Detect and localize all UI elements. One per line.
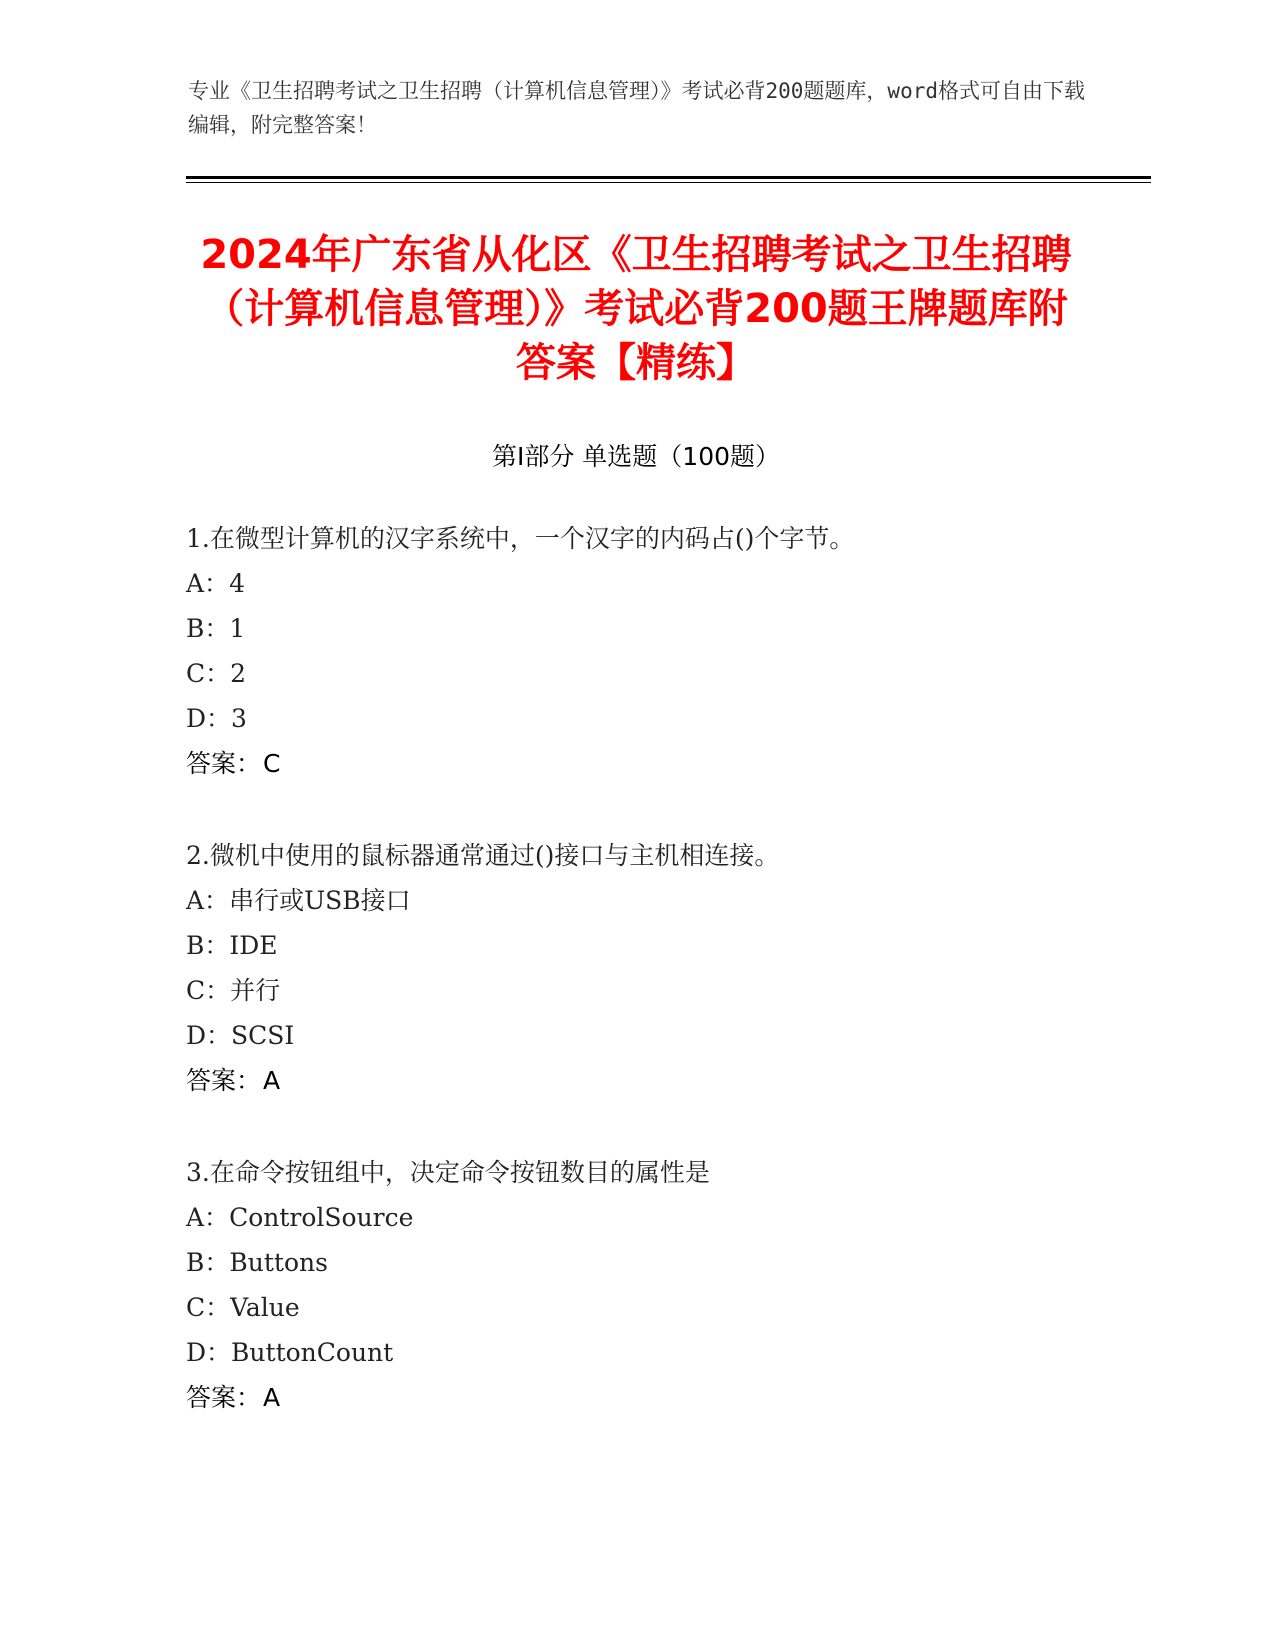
question-stem: 2.微机中使用的鼠标器通常通过()接口与主机相连接。 [186,841,780,870]
option-b [186,606,1136,651]
answer-label: 答案： [186,749,262,778]
option-label: C： [186,659,231,688]
header-rule-thin [186,182,1151,183]
question-3 [186,1150,1136,1420]
option-label: D： [186,1021,232,1050]
option-text: IDE [229,931,278,960]
header-rule-thick [186,176,1151,179]
option-text: 串行或USB接口 [229,886,411,915]
header-note: 专业《卫生招聘考试之卫生招聘（计算机信息管理）》考试必背200题题库，word格式可自由下载编辑，附完整答案！ [188,79,1085,137]
option-text: SCSI [231,1021,295,1050]
option-text: 3 [231,704,247,733]
question-2 [186,833,1136,1103]
option-label: C： [186,1293,231,1322]
option-d [186,1013,1136,1058]
option-text: 2 [230,659,247,688]
option-text: 1 [229,614,246,643]
answer-value: C [263,749,281,778]
option-b [186,923,1136,968]
option-label: B： [186,1248,230,1277]
option-d [186,1330,1136,1375]
option-text: 4 [229,569,245,598]
option-label: C： [186,976,231,1005]
option-c [186,651,1136,696]
option-text: ButtonCount [231,1338,394,1367]
option-a [186,561,1136,606]
option-label: A： [186,569,230,598]
answer-label: 答案： [186,1383,262,1412]
answer-line [186,741,1136,786]
option-label: B： [186,614,230,643]
option-d [186,696,1136,741]
option-label: A： [186,1203,230,1232]
answer-line [186,1375,1136,1420]
option-c [186,1285,1136,1330]
answer-value: A [263,1066,281,1095]
option-text: 并行 [230,976,281,1005]
option-label: D： [186,1338,232,1367]
option-label: A： [186,886,230,915]
question-stem: 1.在微型计算机的汉字系统中，一个汉字的内码占()个字节。 [186,524,855,553]
answer-label: 答案： [186,1066,262,1095]
question-stem: 3.在命令按钮组中，决定命令按钮数目的属性是 [186,1158,710,1187]
option-b [186,1240,1136,1285]
question-1 [186,516,1136,786]
option-label: B： [186,931,230,960]
document-title: 2024年广东省从化区《卫生招聘考试之卫生招聘（计算机信息管理）》考试必背200题王牌题库附答案【精练】 [200,232,1072,386]
option-text: Buttons [229,1248,328,1277]
option-c [186,968,1136,1013]
option-a [186,878,1136,923]
section-heading: 第I部分 单选题（100题） [491,442,781,471]
answer-line [186,1058,1136,1103]
option-text: Value [230,1293,300,1322]
option-text: ControlSource [229,1203,414,1232]
option-label: D： [186,704,232,733]
option-a [186,1195,1136,1240]
answer-value: A [263,1383,281,1412]
